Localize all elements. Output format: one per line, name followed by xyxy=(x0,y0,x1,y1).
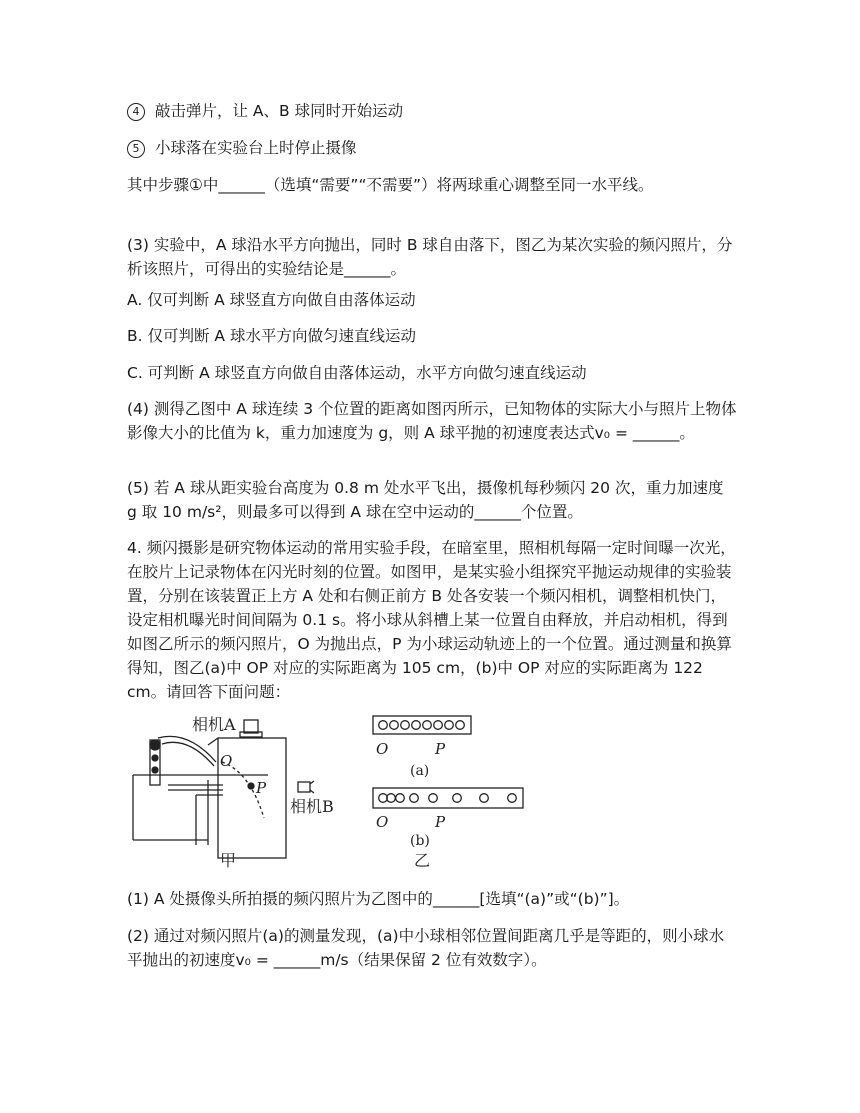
camera-b-label: 相机B xyxy=(290,797,334,816)
question-4: (4) 测得乙图中 A 球连续 3 个位置的距离如图丙所示，已知物体的实际大小与照片上物体影像大小的比值为 k，重力加速度为 g，则 A 球平抛的初速度表达式v₀ = ______。 xyxy=(127,400,737,442)
step-text: 小球落在实验台上时停止摄像 xyxy=(155,139,357,157)
strip-b-caption: (b) xyxy=(410,833,430,849)
origin-label: O xyxy=(220,752,233,770)
question-5: (5) 若 A 球从距实验台高度为 0.8 m 处水平飞出，摄像机每秒频闪 20 次，重力加速度 g 取 10 m/s²，则最多可以得到 A 球在空中运动的______个位置。 xyxy=(127,479,724,521)
problem-4-stem: 4. 频闪摄影是研究物体运动的常用实验手段，在暗室里，照相机每隔一定时间曝一次光，在胶片上记录物体在闪光时刻的位置。如图甲，是某实验小组探究平抛运动规律的实验装置，分别在该装置正上方 A 处和右侧正前方 B 处各安装一个频闪相机，调整相机快门，设定相机曝光时间间隔为 0.1 s。将小球从斜槽上某一位置自由释放，并启动相机，得到如图乙所示的频闪照片，O 为抛出点，P 为小球运动轨迹上的一个位置。通过测量和换算得知，图乙(a)中 OP 对应的实际距离为 105 cm，(b)中 OP 对应的实际距离为 122 cm。请回答下面问题： xyxy=(127,539,736,701)
camera-a-label: 相机A xyxy=(192,715,236,734)
step-5 xyxy=(127,136,737,160)
problem-4-question-1: (1) A 处摄像头所拍摄的频闪照片为乙图中的______[选填“(a)”或“(b)”]。 xyxy=(127,890,630,908)
problem-4-question-2: (2) 通过对频闪照片(a)的测量发现，(a)中小球相邻位置间距离几乎是等距的，则小球水平抛出的初速度v₀ = ______m/s（结果保留 2 位有效数字）。 xyxy=(127,927,725,969)
strip-b-origin-label: O xyxy=(376,813,389,831)
step-4 xyxy=(127,99,737,123)
question-2-tail: 其中步骤①中______（选填“需要”“不需要”）将两球重心调整至同一水平线。 xyxy=(127,176,654,194)
option-b: B. 仅可判断 A 球水平方向做匀速直线运动 xyxy=(127,327,416,345)
option-c: C. 可判断 A 球竖直方向做自由落体运动，水平方向做匀速直线运动 xyxy=(127,364,587,382)
step-number: 4 xyxy=(127,103,145,121)
strip-a-origin-label: O xyxy=(376,740,389,758)
strip-a-caption: (a) xyxy=(410,763,430,779)
step-number: 5 xyxy=(127,140,145,158)
strip-a-point-label: P xyxy=(435,740,446,758)
strip-b-point-label: P xyxy=(435,813,446,831)
option-a: A. 仅可判断 A 球竖直方向做自由落体运动 xyxy=(127,291,416,309)
question-3: (3) 实验中，A 球沿水平方向抛出，同时 B 球自由落下，图乙为某次实验的频闪照片，分析该照片，可得出的实验结论是______。 xyxy=(127,236,733,278)
point-p-label: P xyxy=(256,779,267,797)
figure-yi-label: 乙 xyxy=(414,851,431,870)
step-text: 敲击弹片，让 A、B 球同时开始运动 xyxy=(155,102,404,120)
experiment-figure xyxy=(128,700,548,878)
figure-jia-label: 甲 xyxy=(220,851,237,870)
